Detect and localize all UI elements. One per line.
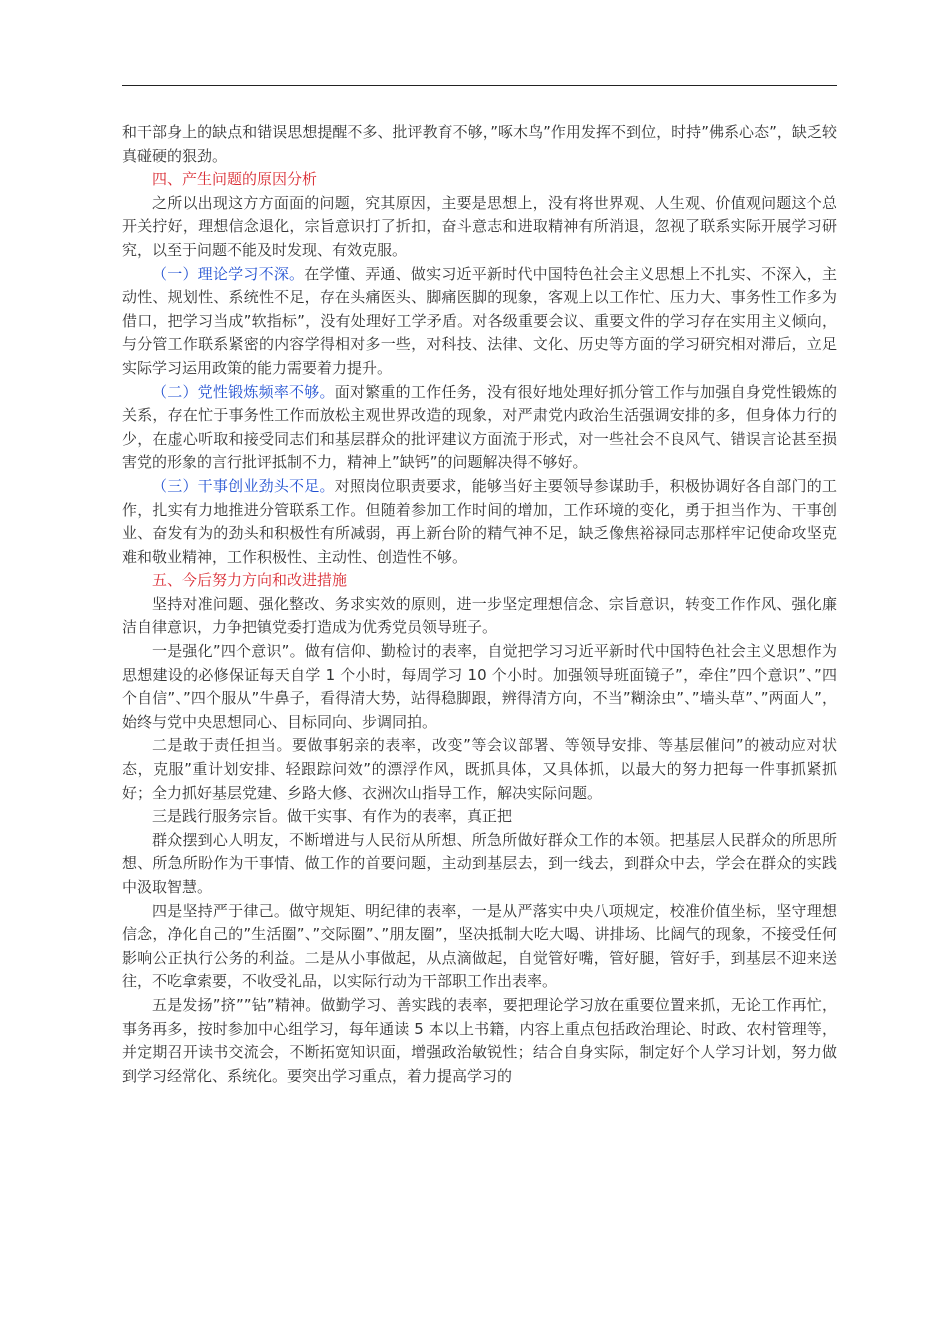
paragraph-measure-1: 一是强化”四个意识”。做有信仰、勤检讨的表率，自觉把学习习近平新时代中国特色社会主义思想作为思想建设的必修保证每天自学 1 个小时，每周学习 10 个小时。加强领导班面镜子”，牵住”四个意识”、”四个自信”、”四个服从”牛鼻子，看得清大势，站得稳脚跟，辨得清方向，不当”糊涂虫”、”墙头草”、”两面人”，始终与党中央思想同心、目标同向、步调同拍。 [122,642,837,731]
paragraph-subsection-3 [122,475,837,569]
subsection-2-body: 面对繁重的工作任务，没有很好地处理好抓分管工作与加强自身党性锻炼的关系，存在忙于事务性工作而放松主观世界改造的现象，对严肃党内政治生活强调安排的多，但身体力行的少，在虚心听取和接受同志们和基层群众的批评建议方面流于形式，对一些社会不良风气、错误言论甚至损害党的形象的言行批评抵制不力，精神上”缺钙”的问题解决得不够好。 [122,382,837,472]
paragraph-measure-3-cont: 群众摆到心人明友，不断增进与人民衍从所想、所急所做好群众工作的本领。把基层人民群众的所思所想、所急所盼作为干事情、做工作的首要问题，主动到基层去，到一线去，到群众中去，学会在群众的实践中汲取智慧。 [122,830,837,896]
subsection-3-body: 对照岗位职责要求，能够当好主要领导参谋助手，积极协调好各自部门的工作，扎实有力地推进分管联系工作。但随着参加工作时间的增加，工作环境的变化，勇于担当作为、干事创业、奋发有为的劲头和积极性有所减弱，再上新台阶的精气神不足，缺乏像焦裕禄同志那样牢记使命攻坚克难和敬业精神，工作积极性、主动性、创造性不够。 [122,476,837,566]
paragraph-continuation: 和干部身上的缺点和错误思想提醒不多、批评教育不够，”啄木鸟”作用发挥不到位，时持”佛系心态”，缺乏较真碰硬的狠劲。 [122,123,837,165]
subsection-1-title: （一）理论学习不深。 [152,264,305,283]
paragraph-measure-2: 二是敢于责任担当。要做事躬亲的表率，改变”等会议部署、等领导安排、等基层催问”的被动应对状态，克服”重计划安排、轻跟踪问效”的漂浮作风，既抓具体，又具体抓，以最大的努力把每一件事抓紧抓好；全力抓好基层党建、乡路大修、衣洲次山指导工作，解决实际问题。 [122,736,837,802]
paragraph-measure-4: 四是坚持严于律己。做守规矩、明纪律的表率，一是从严落实中央八项规定，校准价值坐标，坚守理想信念，净化自己的”生活圈”、”交际圈”、”朋友圈”，坚决抵制大吃大喝、讲排场、比阔气的现象，不接受任何影响公正执行公务的利益。二是从小事做起，从点滴做起，自觉管好嘴，管好腿，管好手，到基层不迎来送往，不吃拿索要，不收受礼品，以实际行动为干部职工作出表率。 [122,901,837,991]
paragraph-principle: 坚持对准问题、强化整改、务求实效的原则，进一步坚定理想信念、宗旨意识，转变工作作风、强化廉洁自律意识，力争把镇党委打造成为优秀党员领导班子。 [122,594,837,637]
paragraph-subsection-1 [122,263,837,381]
header-rule [122,85,837,86]
section-heading-4: 四、产生问题的原因分析 [152,170,318,189]
subsection-3-title: （三）干事创业劲头不足。 [152,476,335,495]
subsection-2-title: （二）党性锻炼频率不够。 [152,382,335,401]
paragraph-measure-5: 五是发扬”挤””钻”精神。做勤学习、善实践的表率，要把理论学习放在重要位置来抓，无论工作再忙，事务再多，按时参加中心组学习，每年通读 5 本以上书籍，内容上重点包括政治理论、时政、农村管理等，并定期召开读书交流会，不断拓宽知识面，增强政治敏锐性；结合自身实际，制定好个人学习计划，努力做到学习经常化、系统化。要突出学习重点，着力提高学习的 [122,995,837,1085]
document-body [122,121,837,1088]
paragraph-subsection-2 [122,381,837,475]
paragraph-measure-3: 三是践行服务宗旨。做干实事、有作为的表率，真正把 [152,807,513,826]
subsection-1-body: 在学懂、弄通、做实习近平新时代中国特色社会主义思想上不扎实、不深入，主动性、规划性、系统性不足，存在头痛医头、脚痛医脚的现象，客观上以工作忙、压力大、事务性工作多为借口，把学习当成”软指标”，没有处理好工学矛盾。对各级重要会议、重要文件的学习存在实用主义倾向，与分管工作联系紧密的内容学得相对多一些，对科技、法律、文化、历史等方面的学习研究相对滞后，立足实际学习运用政策的能力需要着力提升。 [122,264,837,377]
section-heading-5: 五、今后努力方向和改进措施 [152,571,348,590]
paragraph-cause-intro: 之所以出现这方方面面的问题，究其原因，主要是思想上，没有将世界观、人生观、价值观问题这个总开关拧好，理想信念退化，宗旨意识打了折扣，奋斗意志和进取精神有所消退，忽视了联系实际开展学习研究，以至于问题不能及时发现、有效克服。 [122,193,837,259]
